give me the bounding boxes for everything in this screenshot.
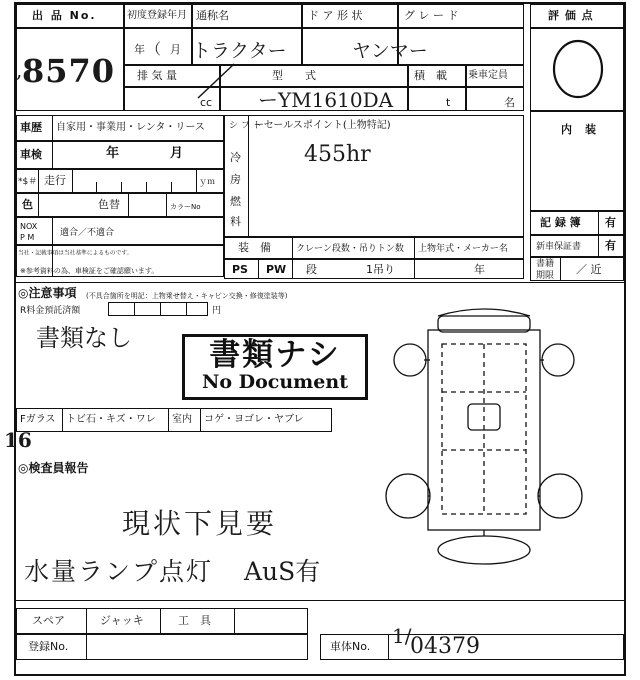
report-line-2: 水量ランプ点灯 xyxy=(24,557,214,586)
sheet-margin-number: 16 xyxy=(4,428,32,452)
room-items: コゲ・ヨゴレ・ヤブレ xyxy=(204,414,304,425)
crane-label: クレーン段数・吊りトン数 xyxy=(296,244,404,254)
chassis-div xyxy=(388,634,389,660)
color-divider-1 xyxy=(38,193,39,217)
spare-div-2 xyxy=(160,608,161,634)
stamp-en-text: No Document xyxy=(202,371,348,393)
color-divider-2 xyxy=(128,193,129,217)
displacement-label: 排 気 量 xyxy=(137,69,177,82)
manual-divider xyxy=(560,257,561,281)
spare-div-3 xyxy=(234,608,235,634)
lot-number-tick: , xyxy=(16,58,23,82)
handwritten-no-doc: 書類なし xyxy=(36,324,132,352)
rating-label: 評 価 点 xyxy=(548,9,594,22)
pw-label: PW xyxy=(266,263,287,276)
shift-sales-block xyxy=(224,115,524,237)
inspector-report-label: ◎検査員報告 xyxy=(18,461,89,475)
mileage-divider-2 xyxy=(72,169,73,193)
interior-label: 内 装 xyxy=(561,123,597,136)
door-shape-label: ド ア 形 状 xyxy=(308,9,363,22)
r-fee-tick-3 xyxy=(186,302,187,316)
ps-label: PS xyxy=(232,263,248,276)
glass-label: Fガラス xyxy=(20,414,56,425)
caution-sub: (不具合箇所を明記：上物乗せ替え・キャビン交換・修復塗装等) xyxy=(86,292,288,300)
room-label: 房 xyxy=(230,173,241,186)
tools-label: 工 具 xyxy=(178,614,211,627)
inspection-year: 年 xyxy=(106,146,120,161)
first-reg-year-unit: 年 xyxy=(134,43,145,56)
mileage-tick-3 xyxy=(146,182,147,193)
cool-label: 冷 xyxy=(230,151,241,164)
glass-div-3 xyxy=(200,408,201,432)
r-fee-tick-2 xyxy=(160,302,161,316)
manual-label: 書籍 xyxy=(536,259,555,269)
mileage-mark: *$＃ xyxy=(18,177,38,187)
r-fee-input[interactable] xyxy=(108,302,208,316)
history-options: 自家用・事業用・レンタ・リース xyxy=(56,122,205,133)
nox-value: 適合／不適合 xyxy=(60,228,115,238)
stamp-jp-text: 書類ナシ xyxy=(209,337,341,373)
mileage-tick-2 xyxy=(121,182,122,193)
first-reg-paren: （ xyxy=(146,40,162,58)
history-label: 車歴 xyxy=(20,121,42,134)
shift-label: シ フ ト xyxy=(229,121,262,131)
color-label: 色 xyxy=(22,198,33,211)
record-label: 記 録 簿 xyxy=(540,216,581,229)
shift-col-divider xyxy=(248,115,249,237)
dan-label: 段 xyxy=(306,263,317,276)
record-value: 有 xyxy=(605,216,616,229)
r-fee-label: R料金預託済額 xyxy=(20,306,81,316)
inspection-row xyxy=(16,141,224,169)
first-reg-label: 初度登録年月 xyxy=(127,10,187,21)
outer-border-right xyxy=(624,2,626,676)
history-divider xyxy=(52,115,53,141)
chassis-value: 04379 xyxy=(410,634,480,659)
model-name-label: 通称名 xyxy=(196,9,229,22)
inspection-label: 車検 xyxy=(20,148,42,161)
spare-label: スペア xyxy=(32,614,65,627)
grade-label: グ レ ー ド xyxy=(404,9,459,22)
pm-label: P M xyxy=(20,233,35,242)
type-slash xyxy=(196,62,236,100)
load-value-cell xyxy=(408,87,466,111)
type-label: 型 式 xyxy=(272,69,316,82)
nox-divider xyxy=(52,217,53,245)
mileage-unit: ｙｍ xyxy=(199,177,215,186)
warranty-value: 有 xyxy=(605,239,616,252)
lot-number-value-cell xyxy=(16,28,124,111)
equip-val-div xyxy=(258,259,259,279)
sales-point-label: ーセールスポイント(上物特記) xyxy=(254,120,391,131)
period-label: 期限 xyxy=(536,271,555,281)
equipment-label: 装 備 xyxy=(238,241,271,254)
nin-unit: 名 xyxy=(504,96,515,109)
mileage-tick-4 xyxy=(171,182,172,193)
jack-label: ジャッキ xyxy=(100,614,144,627)
sales-point-value: 455hr xyxy=(304,142,371,167)
warranty-label: 新車保証書 xyxy=(536,242,582,252)
chassis-mark: 1/ xyxy=(392,624,412,648)
vehicle-diagram xyxy=(380,300,610,590)
type-value: ーYM1610DA xyxy=(258,88,394,112)
tsuri-label: 1吊り xyxy=(366,263,395,276)
nox-label: NOX xyxy=(20,222,38,231)
note-text-2: ※参考資料の為、車検証をご確認願います。 xyxy=(20,267,159,275)
fuel-label: 燃 xyxy=(230,195,241,208)
warranty-divider xyxy=(598,235,599,257)
cc-unit: cc xyxy=(200,96,213,109)
load-label: 積 載 xyxy=(414,69,447,82)
registration-label: 登録No. xyxy=(28,640,69,653)
nen-label: 年 xyxy=(474,263,485,276)
registration-div xyxy=(86,634,87,660)
mileage-divider-3 xyxy=(196,169,197,193)
mileage-label: 走行 xyxy=(44,174,66,187)
capacity-value-cell xyxy=(466,87,524,111)
inspection-divider xyxy=(52,141,53,169)
t-unit: t xyxy=(446,96,451,109)
caution-label: ◎注意事項 xyxy=(18,286,77,300)
lot-number-value: 8570 xyxy=(22,52,116,90)
capacity-label: 乗車定員 xyxy=(468,70,508,81)
inspection-month: 月 xyxy=(170,146,184,161)
note-text-1: 当社・記載事項は当社基準によるものです。 xyxy=(18,249,133,257)
footer-divider xyxy=(16,600,624,601)
glass-div-1 xyxy=(62,408,63,432)
first-reg-month-unit: 月 xyxy=(170,43,181,56)
fuel-label-2: 料 xyxy=(230,215,241,228)
report-line-3: AuS有 xyxy=(244,557,321,586)
mileage-tick-1 xyxy=(96,182,97,193)
color-code-label: カラーNo xyxy=(170,203,201,211)
outer-border-bottom xyxy=(14,674,626,676)
model-name-value: トラクター xyxy=(192,40,287,62)
glass-items: トビ石・キズ・ワレ xyxy=(66,414,156,425)
r-fee-tick-1 xyxy=(134,302,135,316)
maker-label: 上物年式・メーカー名 xyxy=(418,244,508,254)
nox-pm-row xyxy=(16,217,224,245)
manual-value: ／ 近 xyxy=(576,263,602,276)
lot-number-label: 出 品 No. xyxy=(32,9,97,22)
mileage-divider-1 xyxy=(38,169,39,193)
report-line-1: 現状下見要 xyxy=(122,507,278,540)
glass-div-2 xyxy=(168,408,169,432)
color-divider-3 xyxy=(166,193,167,217)
grade-value: ヤンマー xyxy=(352,40,428,62)
no-document-stamp xyxy=(182,334,368,400)
caution-divider-top xyxy=(16,282,624,283)
spare-div-1 xyxy=(86,608,87,634)
room-items-label: 室内 xyxy=(172,414,192,425)
rating-circle-mark xyxy=(548,38,608,100)
color-change-label: 色替 xyxy=(98,198,120,211)
chassis-label: 車体No. xyxy=(330,640,371,653)
record-divider xyxy=(598,211,599,235)
yen-unit: 円 xyxy=(212,306,222,316)
